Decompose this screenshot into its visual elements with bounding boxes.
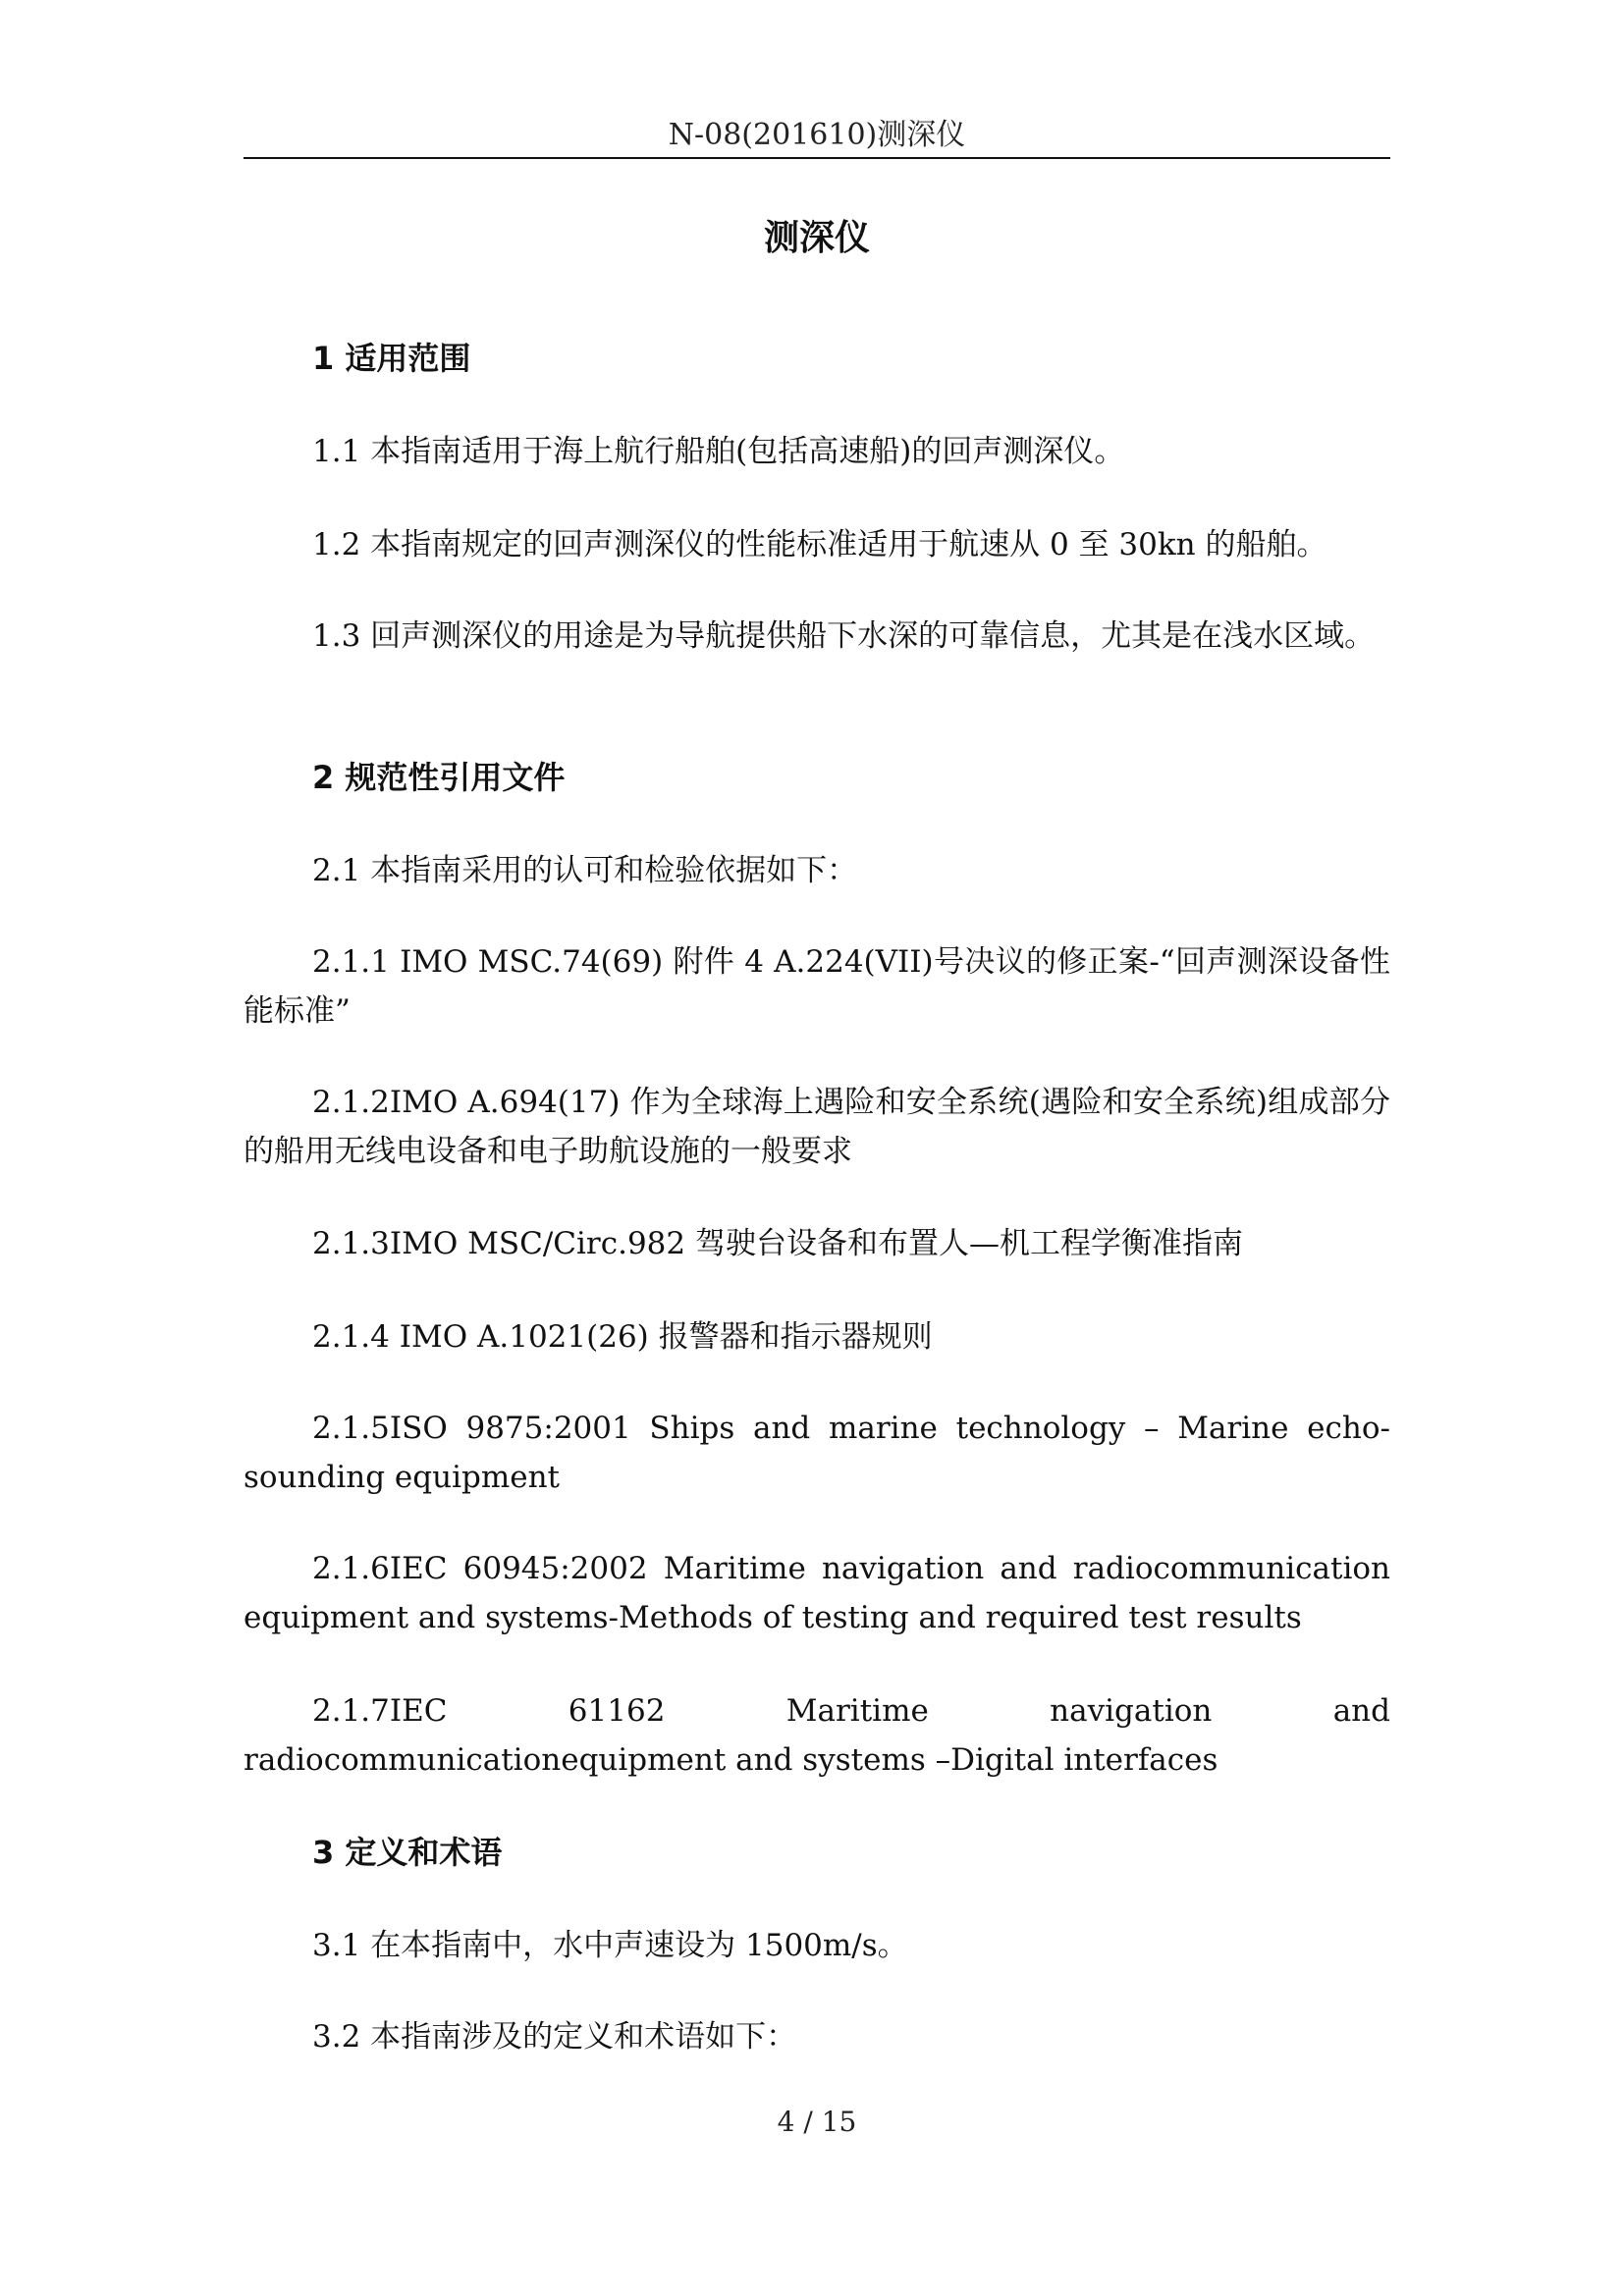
paragraph-2-1-3: 2.1.3IMO MSC/Circ.982 驾驶台设备和布置人—机工程学衡准指南 xyxy=(312,1226,1243,1261)
section-heading-2: 2 规范性引用文件 xyxy=(312,759,566,796)
paragraph-1-3: 1.3 回声测深仪的用途是为导航提供船下水深的可靠信息，尤其是在浅水区域。 xyxy=(312,618,1376,654)
paragraph-2-1-7: 2.1.7IEC 61162 Maritime navigation and radiocommunicationequipment and systems –Digital interfaces xyxy=(244,1693,1390,1778)
running-header: N-08(201610)测深仪 xyxy=(668,118,966,152)
paragraph-2-1: 2.1 本指南采用的认可和检验依据如下： xyxy=(312,853,858,888)
paragraph-2-1-6: 2.1.6IEC 60945:2002 Maritime navigation and radiocommunication equipment and systems-Methods of testing and required test results xyxy=(244,1551,1390,1635)
page-number: 4 / 15 xyxy=(777,2106,857,2138)
section-heading-1: 1 适用范围 xyxy=(312,340,471,377)
header-rule xyxy=(244,157,1390,159)
paragraph-3-1: 3.1 在本指南中，水中声速设为 1500m/s。 xyxy=(312,1928,908,1963)
paragraph-2-1-1: 2.1.1 IMO MSC.74(69) 附件 4 A.224(VII)号决议的修正案-“回声测深设备性能标准” xyxy=(244,944,1390,1029)
paragraph-1-2: 1.2 本指南规定的回声测深仪的性能标准适用于航速从 0 至 30kn 的船舶。 xyxy=(312,527,1327,562)
paragraph-2-1-2: 2.1.2IMO A.694(17) 作为全球海上遇险和安全系统(遇险和安全系统)组成部分的船用无线电设备和电子助航设施的一般要求 xyxy=(244,1085,1390,1169)
paragraph-3-2: 3.2 本指南涉及的定义和术语如下： xyxy=(312,2019,797,2055)
paragraph-2-1-5: 2.1.5ISO 9875:2001 Ships and marine technology – Marine echo-sounding equipment xyxy=(244,1411,1390,1495)
section-heading-3: 3 定义和术语 xyxy=(312,1834,503,1871)
document-title: 测深仪 xyxy=(763,218,870,258)
paragraph-1-1: 1.1 本指南适用于海上航行船舶(包括高速船)的回声测深仪。 xyxy=(312,434,1125,469)
paragraph-2-1-4: 2.1.4 IMO A.1021(26) 报警器和指示器规则 xyxy=(312,1319,933,1355)
